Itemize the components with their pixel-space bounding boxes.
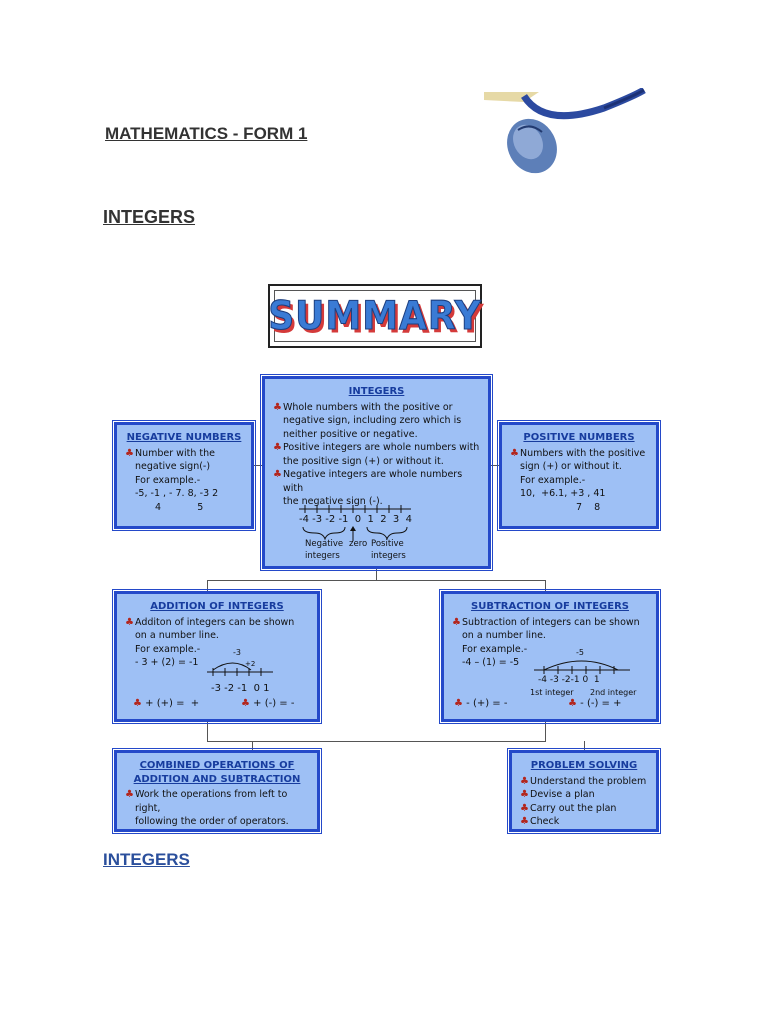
negative-box-title: NEGATIVE NUMBERS (126, 432, 242, 443)
club-bullet-icon: ♣ (133, 698, 142, 709)
negative-line: -5, -1 , - 7. 8, -3 2 (135, 488, 219, 499)
connector (207, 722, 208, 742)
zero-label: zero (349, 539, 368, 549)
connector (545, 580, 546, 591)
negative-line: For example.- (135, 474, 201, 486)
club-bullet-icon: ♣ (273, 401, 282, 413)
number-line-labels: -4 -3 -2 -1 0 1 2 3 4 (299, 514, 413, 525)
document-title: MATHEMATICS - FORM 1 (105, 124, 308, 143)
problem-step: Carry out the plan (530, 802, 617, 814)
addition-arc-sub-label: +2 (245, 660, 256, 668)
addition-line: Additon of integers can be shown (135, 616, 295, 628)
first-integer-label: 1st integer (530, 688, 574, 697)
club-bullet-icon: ♣ (510, 447, 519, 459)
combined-box-title-2: ADDITION AND SUBTRACTION (133, 773, 301, 785)
subtraction-arc-label: -5 (576, 648, 584, 657)
club-bullet-icon: ♣ (273, 442, 282, 453)
connector (545, 722, 546, 742)
connector (491, 465, 499, 466)
subtraction-number-line (532, 652, 632, 676)
positive-line: sign (+) or without it. (520, 461, 622, 472)
connector (207, 580, 208, 591)
club-bullet-icon: ♣ (125, 789, 134, 800)
footer-heading: INTEGERS (103, 850, 190, 869)
club-bullet-icon: ♣ (520, 789, 529, 800)
negative-integers-label: Negative integers (305, 539, 344, 561)
integers-box-title: INTEGERS (348, 386, 405, 397)
integers-box (262, 376, 491, 569)
integers-line: Whole numbers with the positive or (283, 401, 453, 413)
club-bullet-icon: ♣ (241, 698, 250, 709)
addition-line: on a number line. (135, 630, 219, 641)
subtraction-rule-1: ♣ - (+) = - (454, 698, 508, 709)
integers-line: negative sign, including zero which is (283, 415, 462, 426)
connector (207, 741, 545, 742)
integers-line: neither positive or negative. (283, 428, 418, 440)
positive-integers-label: Positive integers (371, 539, 406, 561)
connector (254, 465, 262, 466)
club-bullet-icon: ♣ (568, 698, 577, 709)
integers-line: the positive sign (+) or without it. (283, 455, 444, 467)
club-bullet-icon: ♣ (125, 616, 134, 628)
addition-number-labels: -3 -2 -1 0 1 (211, 683, 270, 694)
subtraction-box-title: SUBTRACTION OF INTEGERS (471, 601, 629, 612)
negative-line: Number with the (135, 447, 215, 459)
club-bullet-icon: ♣ (520, 775, 529, 787)
connector (207, 580, 545, 581)
connector (584, 741, 585, 750)
positive-box-title: POSITIVE NUMBERS (523, 432, 635, 443)
addition-line: For example.- (135, 643, 201, 655)
addition-box-title: ADDITION OF INTEGERS (150, 601, 284, 612)
problem-step: Check (530, 816, 560, 827)
positive-line: 10, +6.1, +3 , 41 (520, 488, 606, 499)
integers-line: the negative sign (-). (283, 496, 383, 507)
negative-numbers-box (114, 422, 254, 529)
problem-solving-box (509, 750, 659, 832)
combined-line: following the order of operators. (135, 816, 289, 827)
subtraction-box (441, 591, 659, 722)
addition-arc-label: -3 (233, 648, 241, 657)
positive-line: Numbers with the positive (520, 447, 646, 459)
subtraction-number-labels: -4 -3 -2-1 0 1 (538, 675, 600, 685)
subtraction-line: Subtraction of integers can be shown (462, 616, 640, 628)
section-heading: INTEGERS (103, 207, 196, 227)
club-bullet-icon: ♣ (454, 698, 463, 709)
positive-line: 7 8 (576, 501, 601, 513)
subtraction-line: For example.- (462, 643, 528, 655)
connector (252, 741, 253, 750)
club-bullet-icon: ♣ (273, 469, 282, 480)
computer-mouse-icon (484, 88, 649, 178)
subtraction-rule-2: ♣ - (-) = + (568, 698, 622, 709)
club-bullet-icon: ♣ (125, 447, 134, 459)
positive-numbers-box (499, 422, 659, 529)
integers-line: Positive integers are whole numbers with (283, 442, 480, 453)
combined-operations-box (114, 750, 320, 832)
addition-line: - 3 + (2) = -1 (135, 657, 199, 668)
addition-number-line (205, 654, 275, 678)
summary-banner (268, 284, 482, 348)
club-bullet-icon: ♣ (452, 616, 461, 628)
integers-line: Negative integers are whole numbers with (283, 469, 463, 494)
negative-line: 4 5 (155, 501, 204, 513)
summary-title: SUMMARY (268, 293, 482, 339)
combined-line: Work the operations from left to right, (135, 789, 288, 814)
second-integer-label: 2nd integer (590, 688, 637, 697)
club-bullet-icon: ♣ (520, 816, 529, 827)
negative-line: negative sign(-) (135, 461, 211, 472)
combined-box-title-1: COMBINED OPERATIONS OF (139, 760, 295, 771)
addition-box (114, 591, 320, 722)
problem-step: Devise a plan (530, 789, 595, 800)
addition-rule-1: ♣ + (+) = + (133, 698, 200, 709)
addition-rule-2: ♣ + (-) = - (241, 698, 295, 709)
problem-step: Understand the problem (530, 775, 647, 787)
problem-box-title: PROBLEM SOLVING (530, 760, 638, 771)
subtraction-line: -4 – (1) = -5 (462, 657, 520, 668)
subtraction-line: on a number line. (462, 630, 546, 641)
positive-line: For example.- (520, 474, 586, 486)
club-bullet-icon: ♣ (520, 802, 529, 814)
